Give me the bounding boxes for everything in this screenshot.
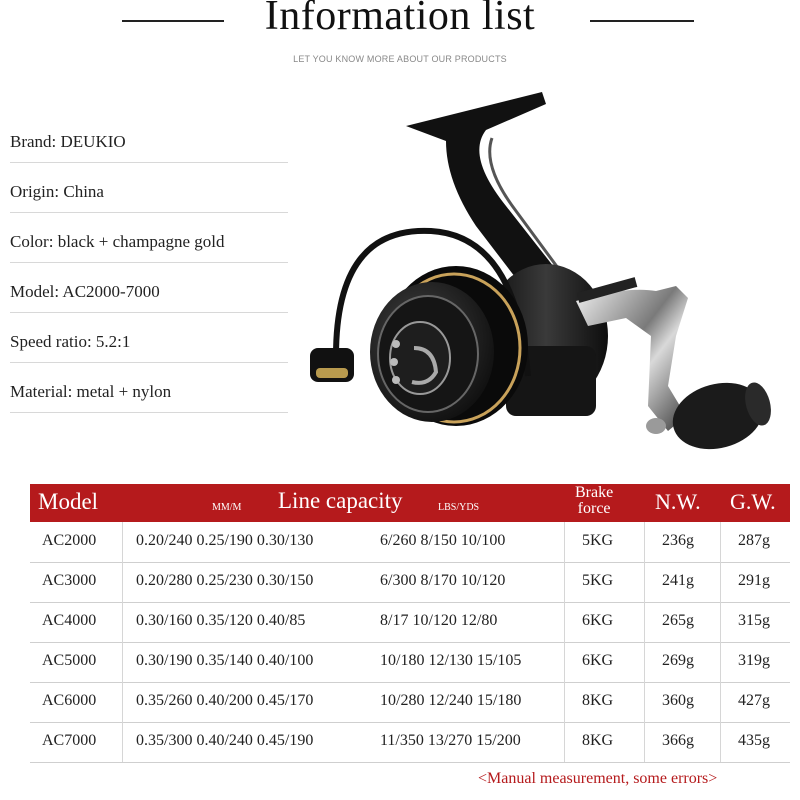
header-line-capacity: Line capacity	[278, 488, 403, 513]
cell-mm: 0.30/160 0.35/120 0.40/85	[136, 612, 306, 629]
column-divider	[122, 522, 123, 762]
cell-mm: 0.35/300 0.40/240 0.45/190	[136, 732, 314, 749]
cell-model: AC7000	[42, 732, 97, 749]
cell-gw: 435g	[738, 732, 770, 749]
spec-color-text: Color: black + champagne gold	[10, 232, 225, 251]
spec-model-text: Model: AC2000-7000	[10, 282, 160, 301]
cell-brake: 8KG	[582, 692, 614, 709]
column-divider	[564, 522, 565, 762]
capacity-table	[30, 484, 790, 762]
spec-speed-ratio	[10, 312, 288, 363]
cell-mm: 0.20/240 0.25/190 0.30/130	[136, 532, 314, 549]
cell-gw: 315g	[738, 612, 770, 629]
cell-brake: 8KG	[582, 732, 614, 749]
header-net-weight: N.W.	[655, 489, 701, 514]
cell-nw: 241g	[662, 572, 694, 589]
cell-model: AC2000	[42, 532, 97, 549]
cell-lbs: 10/280 12/240 15/180	[380, 692, 522, 709]
header-brake-force	[575, 485, 613, 517]
cell-nw: 366g	[662, 732, 694, 749]
cell-lbs: 6/300 8/170 10/120	[380, 572, 506, 589]
spec-origin-text: Origin: China	[10, 182, 104, 201]
column-divider	[720, 522, 721, 762]
table-row	[30, 722, 790, 763]
cell-brake: 6KG	[582, 612, 614, 629]
cell-model: AC4000	[42, 612, 97, 629]
cell-nw: 360g	[662, 692, 694, 709]
cell-gw: 427g	[738, 692, 770, 709]
page-subtitle: LET YOU KNOW MORE ABOUT OUR PRODUCTS	[293, 54, 507, 64]
table-row	[30, 642, 790, 683]
cell-mm: 0.20/280 0.25/230 0.30/150	[136, 572, 314, 589]
fishing-reel-image	[296, 86, 796, 466]
table-row	[30, 562, 790, 603]
cell-nw: 265g	[662, 612, 694, 629]
table-row	[30, 522, 790, 563]
cell-nw: 269g	[662, 652, 694, 669]
cell-model: AC5000	[42, 652, 97, 669]
cell-lbs: 11/350 13/270 15/200	[380, 732, 521, 749]
spec-speed-ratio-text: Speed ratio: 5.2:1	[10, 332, 131, 351]
cell-model: AC3000	[42, 572, 97, 589]
spec-brand	[10, 112, 288, 163]
cell-gw: 291g	[738, 572, 770, 589]
header-brake-bottom: force	[577, 500, 611, 517]
cell-lbs: 6/260 8/150 10/100	[380, 532, 506, 549]
header-brake-top: Brake	[575, 484, 614, 501]
spec-model	[10, 262, 288, 313]
cell-brake: 5KG	[582, 572, 614, 589]
cell-gw: 319g	[738, 652, 770, 669]
cell-lbs: 10/180 12/130 15/105	[380, 652, 522, 669]
cell-nw: 236g	[662, 532, 694, 549]
cell-mm: 0.30/190 0.35/140 0.40/100	[136, 652, 314, 669]
header-lbs-unit: LBS/YDS	[438, 502, 480, 513]
spec-color	[10, 212, 288, 263]
cell-brake: 5KG	[582, 532, 614, 549]
cell-brake: 6KG	[582, 652, 614, 669]
column-divider	[644, 522, 645, 762]
header-gross-weight: G.W.	[730, 489, 776, 514]
cell-gw: 287g	[738, 532, 770, 549]
table-row	[30, 602, 790, 643]
spec-material-text: Material: metal + nylon	[10, 382, 172, 401]
cell-lbs: 8/17 10/120 12/80	[380, 612, 498, 629]
spec-brand-text: Brand: DEUKIO	[10, 132, 126, 151]
cell-model: AC6000	[42, 692, 97, 709]
page-title: Information list	[264, 0, 536, 39]
spec-origin	[10, 162, 288, 213]
table-row	[30, 682, 790, 723]
spec-material	[10, 362, 288, 413]
header-mm-unit: MM/M	[212, 502, 242, 513]
measurement-note: <Manual measurement, some errors>	[478, 770, 718, 787]
table-header	[30, 484, 790, 522]
cell-mm: 0.35/260 0.40/200 0.45/170	[136, 692, 314, 709]
header-model: Model	[38, 489, 99, 514]
